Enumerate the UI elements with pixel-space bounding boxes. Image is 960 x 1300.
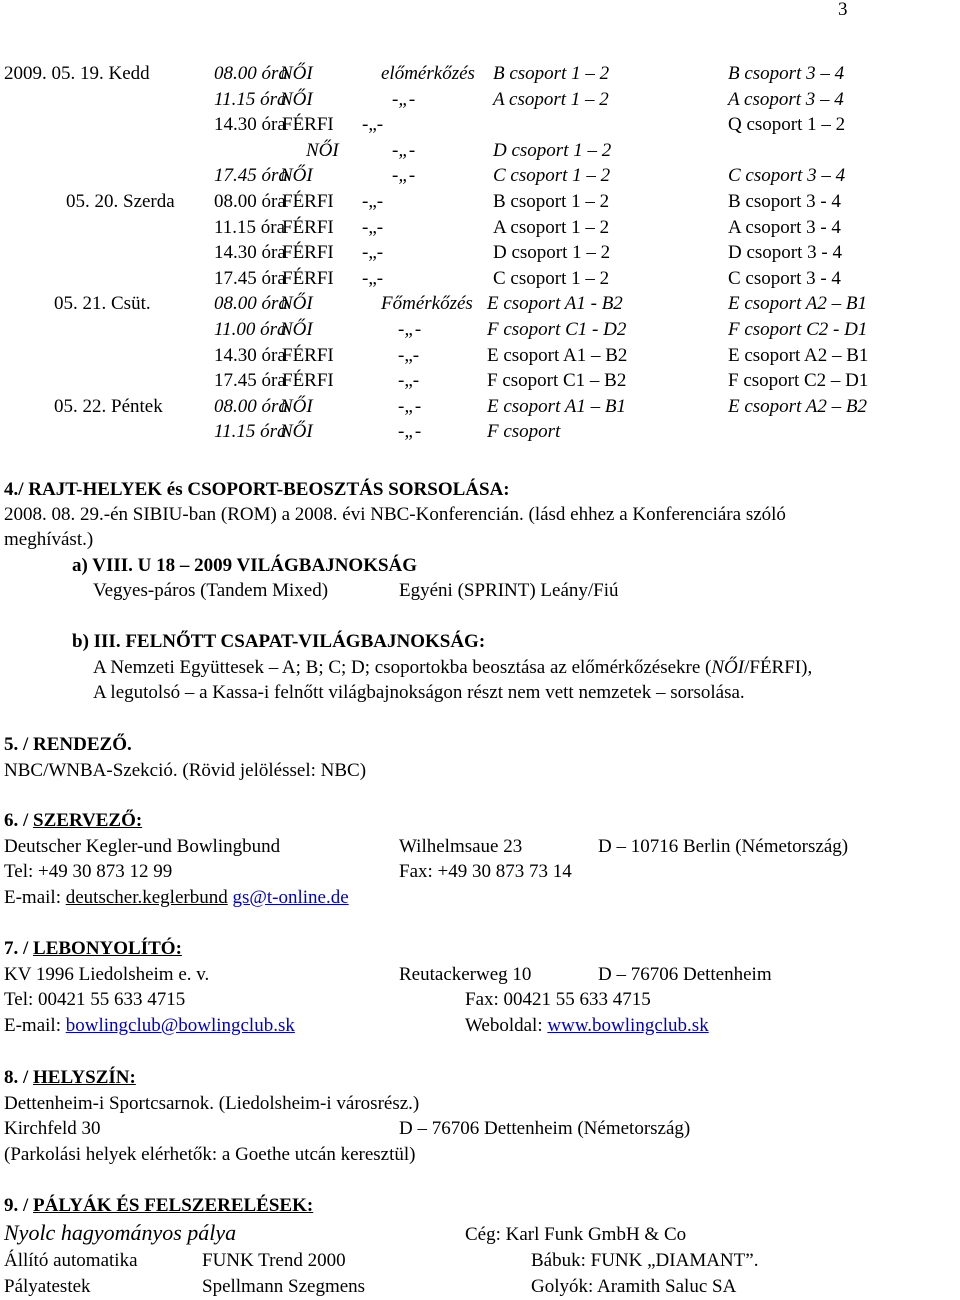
schedule-time: 08.00 óra <box>214 293 288 314</box>
schedule-time: 08.00 óra <box>214 396 288 417</box>
schedule-group-b: C csoport 3 - 4 <box>728 268 841 289</box>
schedule-time: 17.45 óra <box>214 165 288 186</box>
s7-street: Reutackerweg 10 <box>399 964 532 985</box>
schedule-category: FÉRFI <box>282 370 334 391</box>
schedule-group-a: F csoport <box>487 421 561 442</box>
s8-title: HELYSZÍN: <box>33 1067 136 1088</box>
schedule-group-a: E csoport A1 – B1 <box>487 396 626 417</box>
s9-lanes: Nyolc hagyományos pálya <box>4 1220 237 1245</box>
schedule-desc: -„- <box>398 421 422 442</box>
schedule-group-b: B csoport 3 – 4 <box>728 63 845 84</box>
schedule-group-a: C csoport 1 – 2 <box>493 165 611 186</box>
section-7-heading <box>4 939 182 958</box>
schedule-time: 17.45 óra <box>214 370 286 391</box>
schedule-group-a: D csoport 1 – 2 <box>493 140 612 161</box>
s9-company: Cég: Karl Funk GmbH & Co <box>465 1224 687 1245</box>
schedule-group-a: C csoport 1 – 2 <box>493 268 610 289</box>
schedule-date: 05. 21. Csüt. <box>54 293 151 314</box>
s6-title: SZERVEZŐ: <box>33 810 143 831</box>
schedule-date: 05. 20. Szerda <box>66 191 175 212</box>
schedule-category: FÉRFI <box>282 268 334 289</box>
schedule-time: 11.15 óra <box>214 217 286 238</box>
schedule-time: 14.30 óra <box>214 242 286 263</box>
schedule-group-a: A csoport 1 – 2 <box>493 89 609 110</box>
schedule-group-a: A csoport 1 – 2 <box>493 217 610 238</box>
s4-a-left: Vegyes-páros (Tandem Mixed) <box>93 580 329 601</box>
schedule-group-b: A csoport 3 - 4 <box>728 217 841 238</box>
schedule-group-a: E csoport A1 – B2 <box>487 345 628 366</box>
schedule-category: NŐI <box>280 319 313 340</box>
s4-b-line1 <box>93 658 812 677</box>
s9-r3-right: Golyók: Aramith Saluc SA <box>531 1276 737 1297</box>
schedule-group-a: F csoport C1 – B2 <box>487 370 627 391</box>
schedule-group-b: Q csoport 1 – 2 <box>728 114 846 135</box>
schedule-category: FÉRFI <box>282 114 334 135</box>
s7-fax: Fax: 00421 55 633 4715 <box>465 989 651 1010</box>
section-5-heading <box>4 735 132 754</box>
s7-org: KV 1996 Liedolsheim e. v. <box>4 964 210 985</box>
section-6-heading <box>4 811 142 830</box>
s8-street: Kirchfeld 30 <box>4 1118 101 1139</box>
s9-r3-label: Pályatestek <box>4 1276 91 1297</box>
s7-web-label: Weboldal: <box>465 1015 548 1036</box>
schedule-date: 2009. 05. 19. Kedd <box>4 63 150 84</box>
s5-num: 5. / <box>4 734 34 755</box>
s9-r2-right: Bábuk: FUNK „DIAMANT”. <box>531 1250 759 1271</box>
schedule-group-b: F csoport C2 – D1 <box>728 370 869 391</box>
schedule-time: 14.30 óra <box>214 114 286 135</box>
schedule-category: FÉRFI <box>282 345 334 366</box>
schedule-group-a: B csoport 1 – 2 <box>493 63 610 84</box>
schedule-desc: -„- <box>398 345 420 366</box>
s9-r2-value: FUNK Trend 2000 <box>202 1250 346 1271</box>
schedule-group-b: C csoport 3 – 4 <box>728 165 846 186</box>
schedule-category: NŐI <box>306 140 339 161</box>
schedule-group-b: E csoport A2 – B2 <box>728 396 867 417</box>
schedule-category: NŐI <box>280 89 313 110</box>
schedule-time: 08.00 óra <box>214 63 288 84</box>
s9-r2-label: Állító automatika <box>4 1250 138 1271</box>
schedule-category: NŐI <box>280 396 313 417</box>
s7-tel: Tel: 00421 55 633 4715 <box>4 989 186 1010</box>
section-8-heading <box>4 1068 136 1087</box>
schedule-time: 11.15 óra <box>214 421 287 442</box>
schedule-time: 14.30 óra <box>214 345 286 366</box>
s4-a-right: Egyéni (SPRINT) Leány/Fiú <box>399 580 619 601</box>
s4-b-title: b) III. FELNŐTT CSAPAT-VILÁGBAJNOKSÁG: <box>72 631 486 652</box>
schedule-time: 11.00 óra <box>214 319 287 340</box>
schedule-desc: Főmérkőzés <box>381 293 473 314</box>
s7-email-row <box>4 1016 295 1035</box>
s4-line1: 2008. 08. 29.-én SIBIU-ban (ROM) a 2008. évi NBC-Konferencián. (lásd ehhez a Konferenciára szóló <box>4 504 786 525</box>
s7-web-row <box>465 1016 709 1035</box>
schedule-category: FÉRFI <box>282 191 334 212</box>
s7-title: LEBONYOLÍTÓ: <box>33 938 182 959</box>
section-4-heading <box>4 480 510 499</box>
schedule-category: NŐI <box>280 293 313 314</box>
s4-line2: meghívást.) <box>4 529 94 550</box>
s6-street: Wilhelmsaue 23 <box>399 836 523 857</box>
s6-email-row <box>4 888 349 907</box>
s6-email-part1[interactable]: deutscher.keglerbund <box>65 887 228 908</box>
s8-city: D – 76706 Dettenheim (Németország) <box>399 1118 691 1139</box>
schedule-group-b: B csoport 3 - 4 <box>728 191 841 212</box>
s8-num: 8. / <box>4 1067 34 1088</box>
schedule-group-b: D csoport 3 - 4 <box>728 242 842 263</box>
schedule-desc: -„- <box>362 242 384 263</box>
s6-email-link[interactable]: gs@t-online.de <box>232 887 349 908</box>
schedule-desc: -„- <box>398 319 422 340</box>
schedule-group-b: E csoport A2 – B1 <box>728 345 869 366</box>
schedule-date: 05. 22. Péntek <box>54 396 163 417</box>
s9-title: PÁLYÁK ÉS FELSZERELÉSEK: <box>33 1195 314 1216</box>
schedule-desc: -„- <box>362 114 384 135</box>
s4-b-line1-post: /FÉRFI), <box>744 657 813 678</box>
s5-title: RENDEZŐ. <box>33 734 132 755</box>
s4-a-title: a) VIII. U 18 – 2009 VILÁGBAJNOKSÁG <box>72 555 418 576</box>
s4-b-line1-italic: NŐI <box>711 657 745 678</box>
schedule-group-a: B csoport 1 – 2 <box>493 191 610 212</box>
s7-email-link[interactable]: bowlingclub@bowlingclub.sk <box>65 1015 295 1036</box>
s7-email-label: E-mail: <box>4 1015 66 1036</box>
schedule-time: 11.15 óra <box>214 89 287 110</box>
s8-line1: Dettenheim-i Sportcsarnok. (Liedolsheim-i városrész.) <box>4 1093 420 1114</box>
schedule-desc: -„- <box>362 191 384 212</box>
schedule-desc: -„- <box>362 217 384 238</box>
schedule-desc: előmérkőzés <box>381 63 475 84</box>
page-number: 3 <box>838 0 848 20</box>
s7-num: 7. / <box>4 938 34 959</box>
schedule-category: FÉRFI <box>282 217 334 238</box>
schedule-desc: -„- <box>362 268 384 289</box>
schedule-category: NŐI <box>280 421 313 442</box>
s6-fax: Fax: +49 30 873 73 14 <box>399 861 572 882</box>
schedule-group-b: A csoport 3 – 4 <box>728 89 844 110</box>
s4-b-line2: A legutolsó – a Kassa-i felnőtt világbajnokságon részt nem vett nemzetek – sorsolása. <box>93 682 745 703</box>
schedule-group-b: F csoport C2 - D1 <box>728 319 868 340</box>
schedule-time: 17.45 óra <box>214 268 286 289</box>
schedule-desc: -„- <box>392 89 416 110</box>
schedule-group-a: D csoport 1 – 2 <box>493 242 611 263</box>
schedule-desc: -„- <box>398 370 420 391</box>
section-4-title: 4./ RAJT-HELYEK és CSOPORT-BEOSZTÁS SORSOLÁSA: <box>4 479 510 500</box>
s6-num: 6. / <box>4 810 34 831</box>
s6-org: Deutscher Kegler-und Bowlingbund <box>4 836 281 857</box>
s6-email-label: E-mail: <box>4 887 66 908</box>
s9-num: 9. / <box>4 1195 34 1216</box>
s7-city: D – 76706 Dettenheim <box>598 964 772 985</box>
s5-line1: NBC/WNBA-Szekció. (Rövid jelöléssel: NBC) <box>4 760 367 781</box>
schedule-desc: -„- <box>398 396 422 417</box>
s7-web-link[interactable]: www.bowlingclub.sk <box>547 1015 709 1036</box>
schedule-category: NŐI <box>280 63 313 84</box>
schedule-category: NŐI <box>280 165 313 186</box>
s4-b-line1-pre: A Nemzeti Együttesek – A; B; C; D; csoportokba beosztása az előmérkőzésekre ( <box>93 657 712 678</box>
schedule-group-a: F csoport C1 - D2 <box>487 319 627 340</box>
schedule-time: 08.00 óra <box>214 191 286 212</box>
schedule-desc: -„- <box>392 165 416 186</box>
s6-tel: Tel: +49 30 873 12 99 <box>4 861 173 882</box>
s8-parking: (Parkolási helyek elérhetők: a Goethe utcán keresztül) <box>4 1144 416 1165</box>
schedule-desc: -„- <box>392 140 416 161</box>
schedule-group-b: E csoport A2 – B1 <box>728 293 867 314</box>
s9-r3-value: Spellmann Szegmens <box>202 1276 366 1297</box>
section-9-heading <box>4 1196 313 1215</box>
schedule-group-a: E csoport A1 - B2 <box>487 293 623 314</box>
schedule-category: FÉRFI <box>282 242 334 263</box>
s6-city: D – 10716 Berlin (Németország) <box>598 836 849 857</box>
